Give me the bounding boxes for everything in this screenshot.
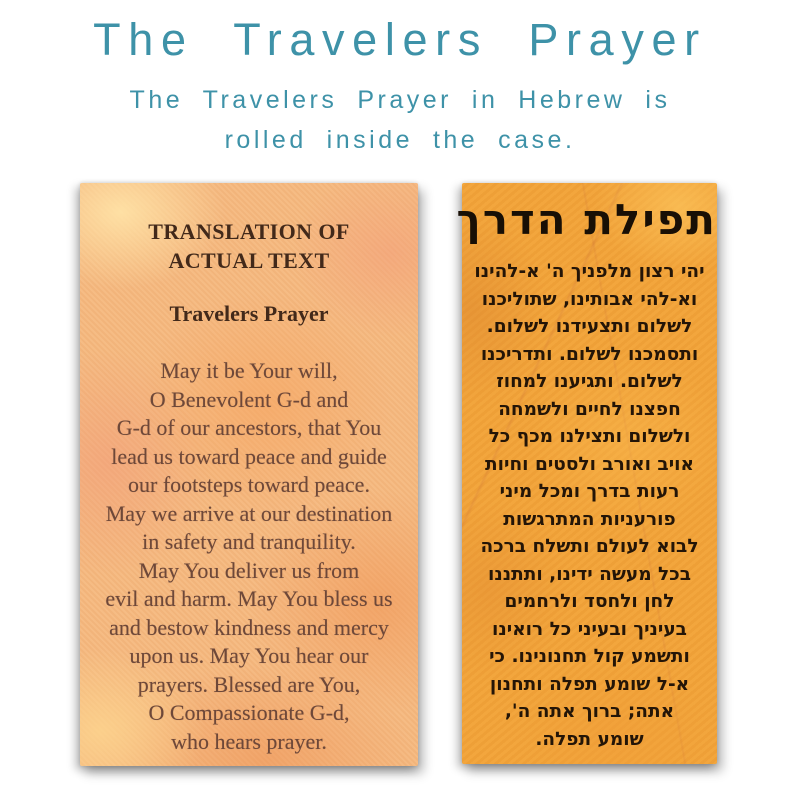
hebrew-card [456,183,717,764]
translation-prayer-line: lead us toward peace and guide [111,443,387,469]
translation-prayer-line: O Compassionate G-d, [148,700,350,725]
hebrew-prayer-line: יהי רצון מלפניך ה' א-להינו [474,261,705,282]
hebrew-prayer-line: לחן ולחסד ולרחמים [504,591,675,612]
hebrew-prayer-line: ותשמע קול תחנונינו. כי [489,646,690,667]
translation-prayer-line: May You deliver us from [138,557,360,583]
page-subtitle-line2: rolled inside the case. [224,126,576,154]
hebrew-prayer-line: שומע תפלה. [535,728,644,750]
hebrew-prayer-line: אויב ואורב ולסטים וחיות [485,453,694,475]
translation-prayer-line: evil and harm. May You bless us [105,586,393,611]
hebrew-prayer-line: בעיניך ובעיני כל רואינו [492,618,687,640]
translation-prayer-line: G-d of our ancestors, that You [116,415,382,440]
translation-prayer-line: who hears prayer. [171,728,327,754]
translation-prayer-line: May we arrive at our destination [105,500,393,526]
translation-heading-line1: TRANSLATION OF [148,219,350,244]
hebrew-prayer-line: בכל מעשה ידינו, ותתננו [488,563,691,585]
translation-prayer-line: in safety and tranquility. [142,529,356,554]
translation-prayer-text [80,357,418,756]
hebrew-card-title: תפילת הדרך [456,195,717,244]
hebrew-prayer-line: ולשלום ותצילנו מכף כל [488,426,691,447]
hebrew-prayer-line: וא-להי אבותינו, שתוליכנו [481,288,698,310]
hebrew-prayer-text [462,258,717,753]
page-subtitle [0,80,800,160]
translation-card-heading [80,217,418,275]
hebrew-prayer-line: ותסמכנו לשלום. ותדריכנו [480,343,699,365]
translation-card [80,183,418,766]
translation-prayer-line: upon us. May You hear our [129,643,369,668]
translation-prayer-line: prayers. Blessed are You, [137,671,361,697]
hebrew-prayer-line: לשלום ותצעידנו לשלום. [486,316,693,337]
hebrew-prayer-line: א-ל שומע תפלה ותחנון [489,673,690,695]
translation-prayer-line: and bestow kindness and mercy [109,614,389,640]
translation-prayer-line: our footsteps toward peace. [128,472,370,497]
page-subtitle-line1: The Travelers Prayer in Hebrew is [129,86,671,114]
translation-heading-line2: ACTUAL TEXT [168,248,330,273]
translation-prayer-line: May it be Your will, [160,358,338,383]
hebrew-prayer-line: אתה; ברוך אתה ה', [504,701,675,722]
hebrew-prayer-line: רעות בדרך ומכל מיני [499,481,680,502]
hebrew-prayer-line: חפצנו לחיים ולשמחה [498,398,681,420]
translation-card-subheading: Travelers Prayer [169,301,329,326]
page-header [0,14,800,160]
hebrew-prayer-line: פורעניות המתרגשות [503,508,676,530]
translation-prayer-line: O Benevolent G-d and [149,386,349,412]
hebrew-prayer-line: לבוא לעולם ותשלח ברכה [480,536,699,557]
page-title: The Travelers Prayer [93,14,707,65]
hebrew-prayer-line: לשלום. ותגיענו למחוז [496,371,683,392]
